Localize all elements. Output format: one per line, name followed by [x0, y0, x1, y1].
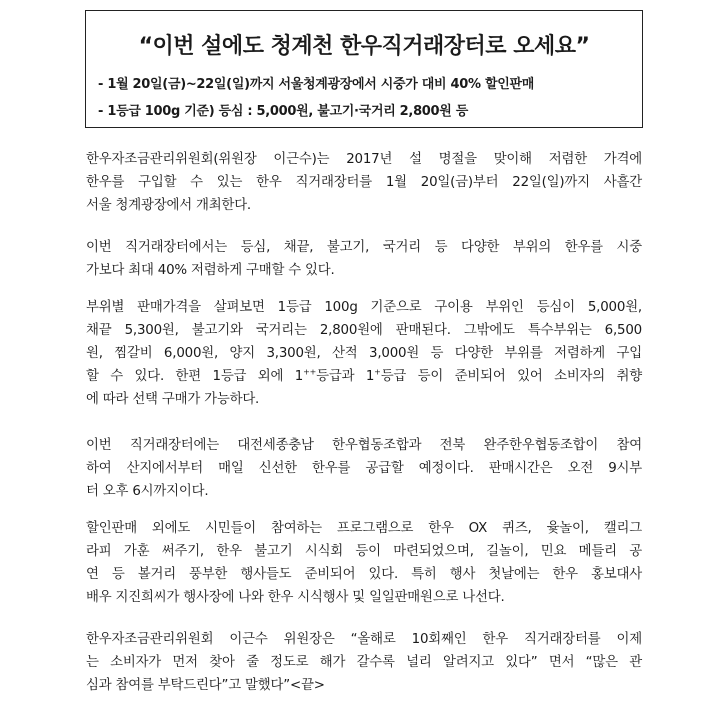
grade-superscript-a: ++ — [303, 367, 317, 377]
text-line: 원, 찜갈비 6,000원, 양지 3,300원, 산적 3,000원 등 다양한 부위를 저렴하게 구입 — [86, 346, 642, 361]
text-line: 배우 지진희씨가 행사장에 나와 한우 시식행사 및 일일판매원으로 나선다. — [86, 590, 505, 605]
headline-subtitle-sale-period: - 1월 20일(금)~22일(일)까지 서울청계광장에서 시중가 대비 40% 할인판매 — [98, 77, 534, 92]
text-line: 에 따라 선택 구매가 가능하다. — [86, 392, 260, 407]
text-line: 이번 직거래장터에서는 등심, 채끝, 불고기, 국거리 등 다양한 부위의 한우를 시중 — [86, 240, 642, 255]
grade-text-a: 할 수 있다. 한편 1등급 외에 1 — [86, 369, 304, 384]
headline-box — [85, 10, 643, 128]
paragraph-prices — [86, 296, 642, 411]
text-line-with-grades — [86, 365, 642, 388]
text-line: 이번 직거래장터에는 대전세종충남 한우협동조합과 전북 완주한우협동조합이 참여 — [86, 438, 642, 453]
text-line: 라피 가훈 써주기, 한우 불고기 시식회 등이 마련되었으며, 길놀이, 민요 메들리 공 — [86, 544, 642, 559]
text-line: 한우를 구입할 수 있는 한우 직거래장터를 1월 20일(금)부터 22일(일)까지 사흘간 — [86, 175, 642, 190]
text-line: 가보다 최대 40% 저렴하게 구매할 수 있다. — [86, 263, 335, 278]
paragraph-intro — [86, 148, 642, 217]
text-line: 연 등 볼거리 풍부한 행사들도 준비되어 있다. 특히 행사 첫날에는 한우 홍보대사 — [86, 567, 642, 582]
grade-text-b: 등급과 1 — [316, 369, 375, 384]
text-line: 부위별 판매가격을 살펴보면 1등급 100g 기준으로 구이용 부위인 등심이 5,000원, — [86, 300, 642, 315]
paragraph-quote — [86, 628, 642, 697]
paragraph-cooperatives — [86, 434, 642, 503]
paragraph-discount — [86, 236, 642, 282]
headline-title: “이번 설에도 청계천 한우직거래장터로 오세요” — [138, 34, 590, 59]
text-line: 할인판매 외에도 시민들이 참여하는 프로그램으로 한우 OX 퀴즈, 윷놀이, 캘리그 — [86, 521, 642, 536]
headline-subtitle-prices: - 1등급 100g 기준) 등심 : 5,000원, 불고기·국거리 2,800원 등 — [98, 104, 469, 119]
grade-superscript-b: + — [374, 367, 381, 377]
text-line: 서울 청계광장에서 개최한다. — [86, 198, 251, 213]
text-line: 한우자조금관리위원회(위원장 이근수)는 2017년 설 명절을 맞이해 저렴한 가격에 — [86, 152, 642, 167]
text-line: 터 오후 6시까지이다. — [86, 484, 209, 499]
text-line: 는 소비자가 먼저 찾아 줄 정도로 해가 갈수록 널리 알려지고 있다” 면서 “많은 관 — [86, 655, 642, 670]
text-line: 한우자조금관리위원회 이근수 위원장은 “올해로 10회째인 한우 직거래장터를 이제 — [86, 632, 642, 647]
text-line: 채끝 5,300원, 불고기와 국거리는 2,800원에 판매된다. 그밖에도 특수부위는 6,500 — [86, 323, 642, 338]
text-line: 하여 산지에서부터 매일 신선한 한우를 공급할 예정이다. 판매시간은 오전 9시부 — [86, 461, 642, 476]
paragraph-events — [86, 517, 642, 609]
grade-text-c: 등급 등이 준비되어 있어 소비자의 취향 — [380, 369, 642, 384]
text-line: 심과 참여를 부탁드린다”고 말했다”<끝> — [86, 678, 325, 693]
